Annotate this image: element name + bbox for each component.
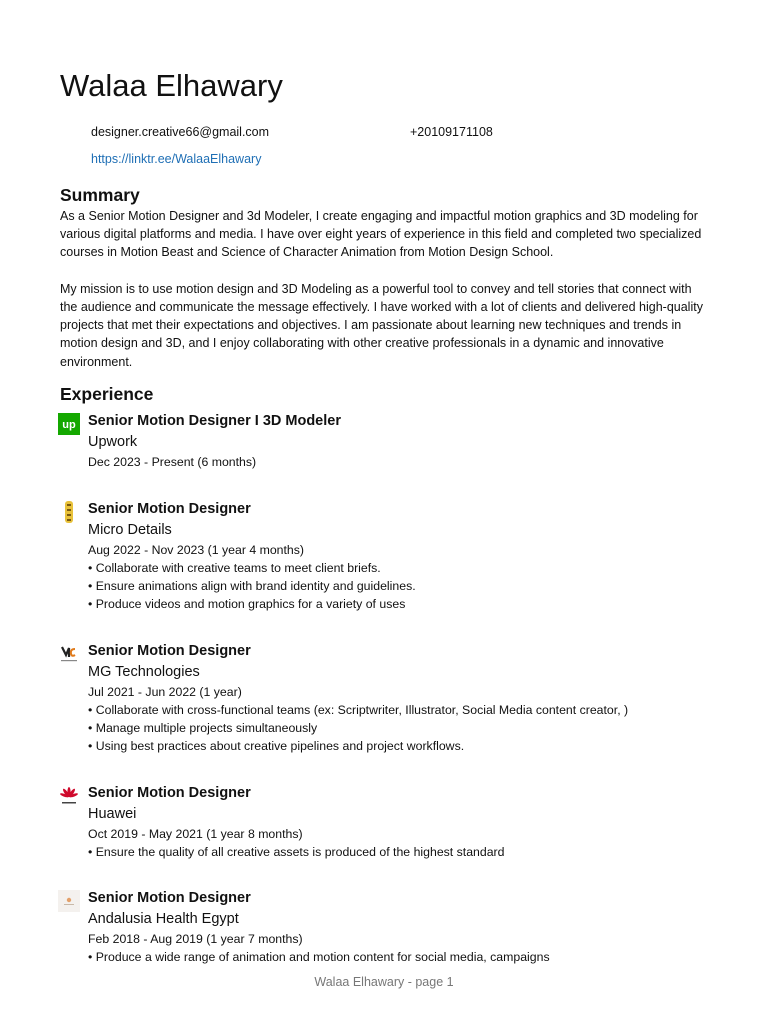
mg-technologies-logo-icon xyxy=(58,643,80,665)
company-name: MG Technologies xyxy=(88,664,200,680)
job-dates: Dec 2023 - Present (6 months) xyxy=(88,455,257,469)
company-name: Upwork xyxy=(88,434,138,450)
company-name: Micro Details xyxy=(88,522,172,538)
job-dates: Oct 2019 - May 2021 (1 year 8 months) xyxy=(88,827,303,841)
page-footer: Walaa Elhawary - page 1 xyxy=(314,975,454,989)
experience-entry xyxy=(58,641,748,755)
phone-number: +20109171108 xyxy=(410,125,493,139)
profile-link[interactable]: https://linktr.ee/WalaaElhawary xyxy=(91,152,262,166)
summary-heading: Summary xyxy=(60,185,140,205)
company-name: Huawei xyxy=(88,806,137,822)
summary-text xyxy=(60,207,710,371)
job-bullet: • Ensure the quality of all creative assets is produced of the highest standard xyxy=(88,845,505,859)
experience-entry xyxy=(58,783,748,861)
job-bullet: • Produce a wide range of animation and motion content for social media, campaigns xyxy=(88,950,550,964)
job-title: Senior Motion Designer xyxy=(88,785,251,801)
job-title: Senior Motion Designer xyxy=(88,501,251,517)
job-bullet: • Using best practices about creative pipelines and project workflows. xyxy=(88,739,465,753)
company-name: Andalusia Health Egypt xyxy=(88,911,239,927)
micro-details-logo-icon xyxy=(58,501,80,523)
huawei-logo-icon xyxy=(58,785,80,807)
summary-paragraph: My mission is to use motion design and 3D Modeling as a powerful tool to convey and tell stories that connect with the audience and communicate the message effectively. I have worked with a lot of clients and delivered high-quality projects that met their expectations and objectives. I am passionate about learning new techniques and trends in motion design and 3D, and I enjoy collaborating with other creative professionals in a dynamic and innovative environment. xyxy=(60,281,703,369)
job-title: Senior Motion Designer xyxy=(88,890,251,906)
experience-entry xyxy=(58,411,748,471)
job-bullet: • Ensure animations align with brand identity and guidelines. xyxy=(88,579,416,593)
experience-entry xyxy=(58,888,748,966)
job-bullet: • Collaborate with creative teams to meet client briefs. xyxy=(88,561,381,575)
email-address: designer.creative66@gmail.com xyxy=(91,125,270,139)
job-dates: Jul 2021 - Jun 2022 (1 year) xyxy=(88,685,242,699)
experience-heading: Experience xyxy=(60,384,154,404)
job-dates: Feb 2018 - Aug 2019 (1 year 7 months) xyxy=(88,932,303,946)
upwork-logo-text: up xyxy=(62,419,76,431)
job-bullet: • Produce videos and motion graphics for a variety of uses xyxy=(88,597,406,611)
job-dates: Aug 2022 - Nov 2023 (1 year 4 months) xyxy=(88,543,305,557)
experience-entry xyxy=(58,499,748,613)
job-bullet: • Collaborate with cross-functional teams (ex: Scriptwriter, Illustrator, Social Media content creator, ) xyxy=(88,703,629,717)
andalusia-logo-icon xyxy=(58,890,80,912)
job-title: Senior Motion Designer I 3D Modeler xyxy=(88,413,341,429)
upwork-logo-icon xyxy=(58,413,80,435)
job-title: Senior Motion Designer xyxy=(88,643,251,659)
job-bullet: • Manage multiple projects simultaneously xyxy=(88,721,318,735)
summary-paragraph: As a Senior Motion Designer and 3d Modeler, I create engaging and impactful motion graphics and 3D modeling for various digital platforms and media. I have over eight years of experience in this field and completed two specialized courses in Motion Beast and Science of Character Animation from Motion Design School. xyxy=(60,209,702,260)
candidate-name: Walaa Elhawary xyxy=(60,68,283,103)
